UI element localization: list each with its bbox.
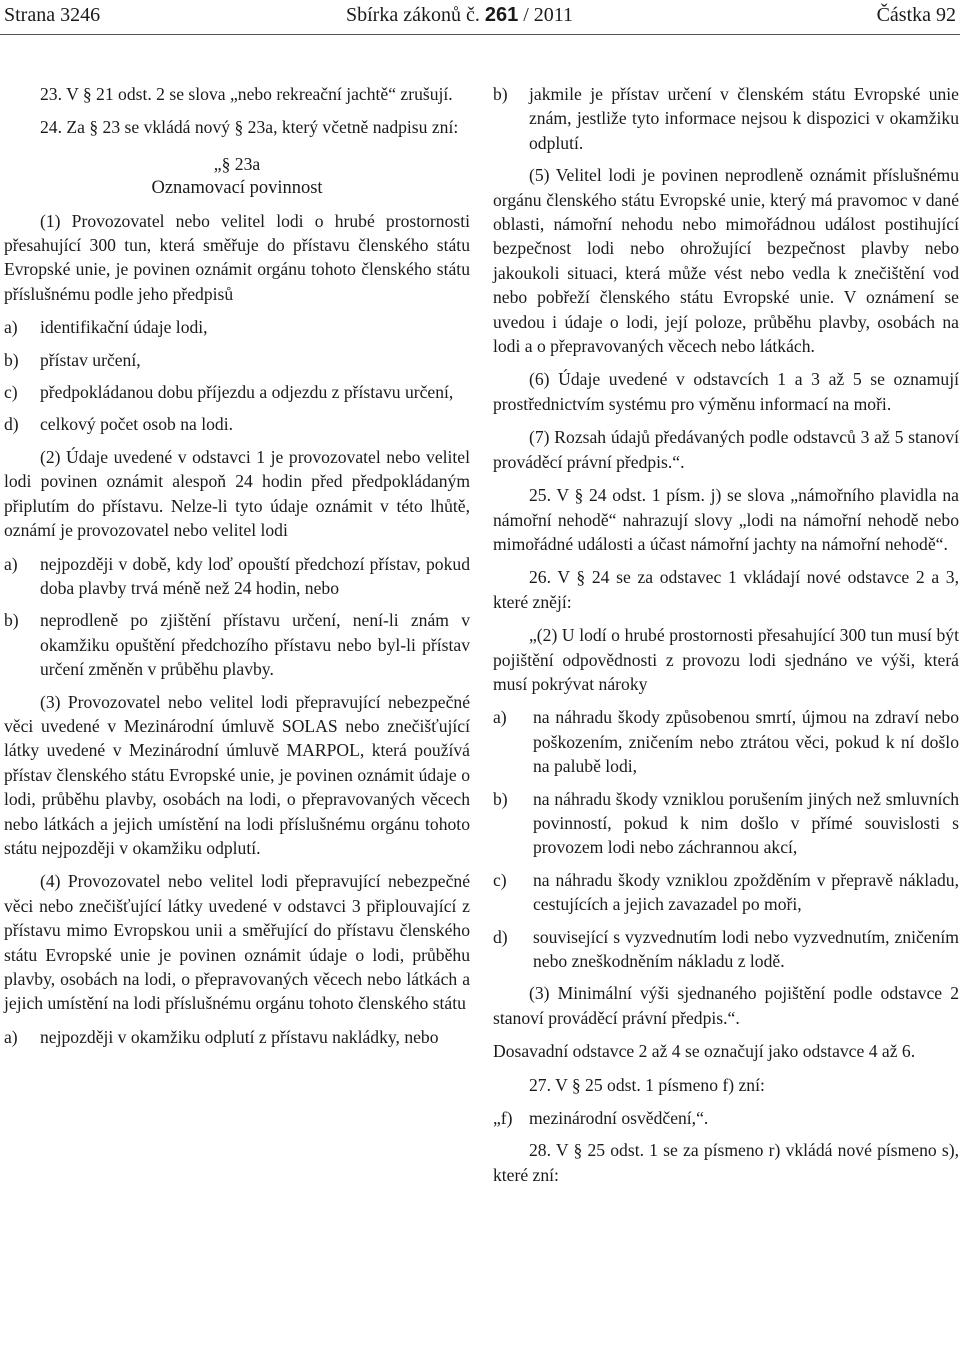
subsection-7: (7) Rozsah údajů předávaných podle odstavců 3 až 5 stanoví prováděcí právní předpis.“.: [493, 427, 959, 472]
item-mark: a): [4, 1026, 18, 1047]
list-item: [4, 348, 470, 372]
subsection-5: (5) Velitel lodi je povinen neprodleně oznámit příslušnému orgánu členského státu Evropské unie, který má pravomoc v dané oblasti, námořní nehodu nebo mimořádnou událost postihující bezpečnost lodi nebo ohrožující bezpečnost plavby nebo jakoukoli situaci, která může vést nebo vedla k znečištění vod nebo pobřeží členského státu Evropské unie. V oznámení se uvedou i údaje o lodi, její poloze, průběhu plavby, osobách na lodi a o přepravovaných věcech nebo látkách.: [493, 165, 959, 357]
subsection-2-list: [4, 552, 470, 682]
item-text: mezinárodní osvědčení,“.: [529, 1108, 709, 1129]
item-text: celkový počet osob na lodi.: [40, 414, 233, 435]
amendment-24: 24. Za § 23 se vkládá nový § 23a, který včetně nadpisu zní:: [40, 117, 459, 138]
item-mark: b): [4, 610, 19, 631]
subsection-1: (1) Provozovatel nebo velitel lodi o hrubé prostornosti přesahující 300 tun, která směřuje do přístavu členského státu Evropské unie, je povinen oznámit orgánu tohoto členského státu příslušnému podle jeho předpisů: [4, 210, 470, 304]
right-column: [493, 82, 959, 1187]
new-subsection-2-list: [493, 705, 959, 973]
list-item: [493, 705, 959, 778]
subsection-4: (4) Provozovatel nebo velitel lodi přepravující nebezpečné věci nebo znečišťující látky uvedené v odstavci 3 připlouvající z přístavu mimo Evropskou unii a směřující do přístavu členského státu Evropské unie je povinen oznámit údaje o lodi, průběhu plavby, osobách na lodi, o přepravovaných věcech nebo látkách a jejich umístění na lodi příslušnému orgánu tohoto členského státu: [4, 871, 470, 1014]
list-item: [493, 925, 959, 974]
amendment-25: 25. V § 24 odst. 1 písm. j) se slova „námořního plavidla na námořní nehodě“ nahrazují slovy „lodi na námořní nehodě nebo mimořádné události a účast námořní jachty na námořní nehodě“.: [493, 485, 959, 554]
amendment-26: 26. V § 24 se za odstavec 1 vkládají nové odstavce 2 a 3, které znějí:: [493, 567, 959, 612]
item-mark: b): [493, 84, 508, 104]
item-text: nejpozději v okamžiku odplutí z přístavu nakládky, nebo: [40, 1026, 439, 1047]
collection-year: / 2011: [523, 4, 574, 26]
issue-number: Částka 92: [876, 4, 956, 26]
subsection-4-list: [4, 1025, 470, 1049]
collection-title: [346, 3, 573, 27]
amendment-27: 27. V § 25 odst. 1 písmeno f) zní:: [529, 1074, 765, 1095]
item-text: přístav určení,: [40, 349, 141, 370]
item-text: identifikační údaje lodi,: [40, 317, 208, 338]
item-text: na náhradu škody způsobenou smrtí, újmou na zdraví nebo poškozením, zničením nebo ztrátou věci, pokud k ní došlo na palubě lodi,: [533, 707, 959, 777]
amendment-23: 23. V § 21 odst. 2 se slova „nebo rekreační jachtě“ zrušují.: [40, 84, 453, 104]
item-mark: b): [493, 788, 508, 809]
section-title: „§ 23a: [213, 153, 261, 174]
item-text: předpokládanou dobu příjezdu a odjezdu z přístavu určení,: [40, 382, 454, 403]
list-item: [4, 412, 470, 436]
list-item: [493, 82, 959, 155]
item-text: související s vyzvednutím lodi nebo vyzvednutím, zničením nebo zneškodněním nákladu z lodě.: [533, 926, 959, 971]
left-column: [4, 82, 470, 1057]
list-item: [493, 868, 959, 917]
item-mark: a): [493, 707, 507, 728]
list-item: [4, 315, 470, 339]
item-mark: a): [4, 553, 18, 574]
subsection-6: (6) Údaje uvedené v odstavcích 1 a 3 až 5 se oznamují prostřednictvím systému pro výměnu informací na moři.: [493, 369, 959, 414]
subsection-4-list-continued: [493, 82, 959, 155]
section-heading: Oznamovací povinnost: [151, 178, 323, 199]
list-item: [4, 380, 470, 404]
list-item: [4, 608, 470, 681]
amendment-28: 28. V § 25 odst. 1 se za písmeno r) vkládá nové písmeno s), které zní:: [493, 1140, 959, 1185]
renumbering-note: Dosavadní odstavce 2 až 4 se označují jako odstavce 4 až 6.: [493, 1041, 916, 1062]
list-item: [4, 1025, 470, 1049]
new-subsection-3: (3) Minimální výši sjednaného pojištění podle odstavce 2 stanoví prováděcí právní předpis.“.: [493, 983, 959, 1028]
page-header: [0, 0, 960, 35]
list-item: [493, 1106, 959, 1130]
new-subsection-2: „(2) U lodí o hrubé prostornosti přesahující 300 tun musí být pojištění odpovědnosti z provozu lodi sjednáno ve výši, která musí pokrývat nároky: [493, 625, 959, 694]
law-number: 261: [484, 4, 519, 26]
item-mark: c): [493, 869, 507, 890]
item-mark: „f): [493, 1108, 513, 1129]
item-mark: d): [4, 414, 19, 435]
item-mark: b): [4, 349, 19, 370]
item-text: na náhradu škody vzniklou porušením jiných než smluvních povinností, pokud k nim došlo v přímé souvislosti s provozem lodi nebo záchrannou akcí,: [533, 788, 959, 858]
page-number: Strana 3246: [4, 4, 101, 26]
item-mark: a): [4, 317, 18, 338]
collection-prefix: Sbírka zákonů č.: [346, 4, 480, 26]
item-text: nejpozději v době, kdy loď opouští předchozí přístav, pokud doba plavby trvá méně než 24 hodin, nebo: [40, 553, 470, 598]
subsection-2: (2) Údaje uvedené v odstavci 1 je provozovatel nebo velitel lodi povinen oznámit alespoň 24 hodin před předpokládaným připlutím do přístavu. Nelze-li tyto údaje oznámit v této lhůtě, oznámí je provozovatel nebo velitel lodi: [4, 446, 470, 541]
item-mark: d): [493, 926, 508, 947]
item-text: jakmile je přístav určení v členském státu Evropské unie znám, jestliže tyto informace nejsou k dispozici v okamžiku odplutí.: [529, 84, 959, 153]
item-mark: c): [4, 382, 18, 403]
list-item: [4, 552, 470, 601]
item-text: na náhradu škody vzniklou zpožděním v přepravě nákladu, cestujících a jejich zavazadel po moři,: [533, 869, 959, 915]
subsection-1-list: [4, 315, 470, 437]
subsection-3: (3) Provozovatel nebo velitel lodi přepravující nebezpečné věci uvedené v Mezinárodní úmluvě SOLAS nebo znečišťující látky uvedené v Mezinárodní úmluvě MARPOL, která používá přístav členského státu Evropské unie, je povinen oznámit údaje o lodi, průběhu plavby, osobách na lodi, o přepravovaných věcech nebo látkách a jejich umístění na lodi příslušnému orgánu tohoto státu nejpozději v okamžiku odplutí.: [4, 691, 470, 858]
item-text: neprodleně po zjištění přístavu určení, není-li znám v okamžiku opuštění předchozího přístavu nebo byl-li přístav určení změněn v průběhu plavby.: [40, 610, 470, 680]
list-item: [493, 787, 959, 860]
